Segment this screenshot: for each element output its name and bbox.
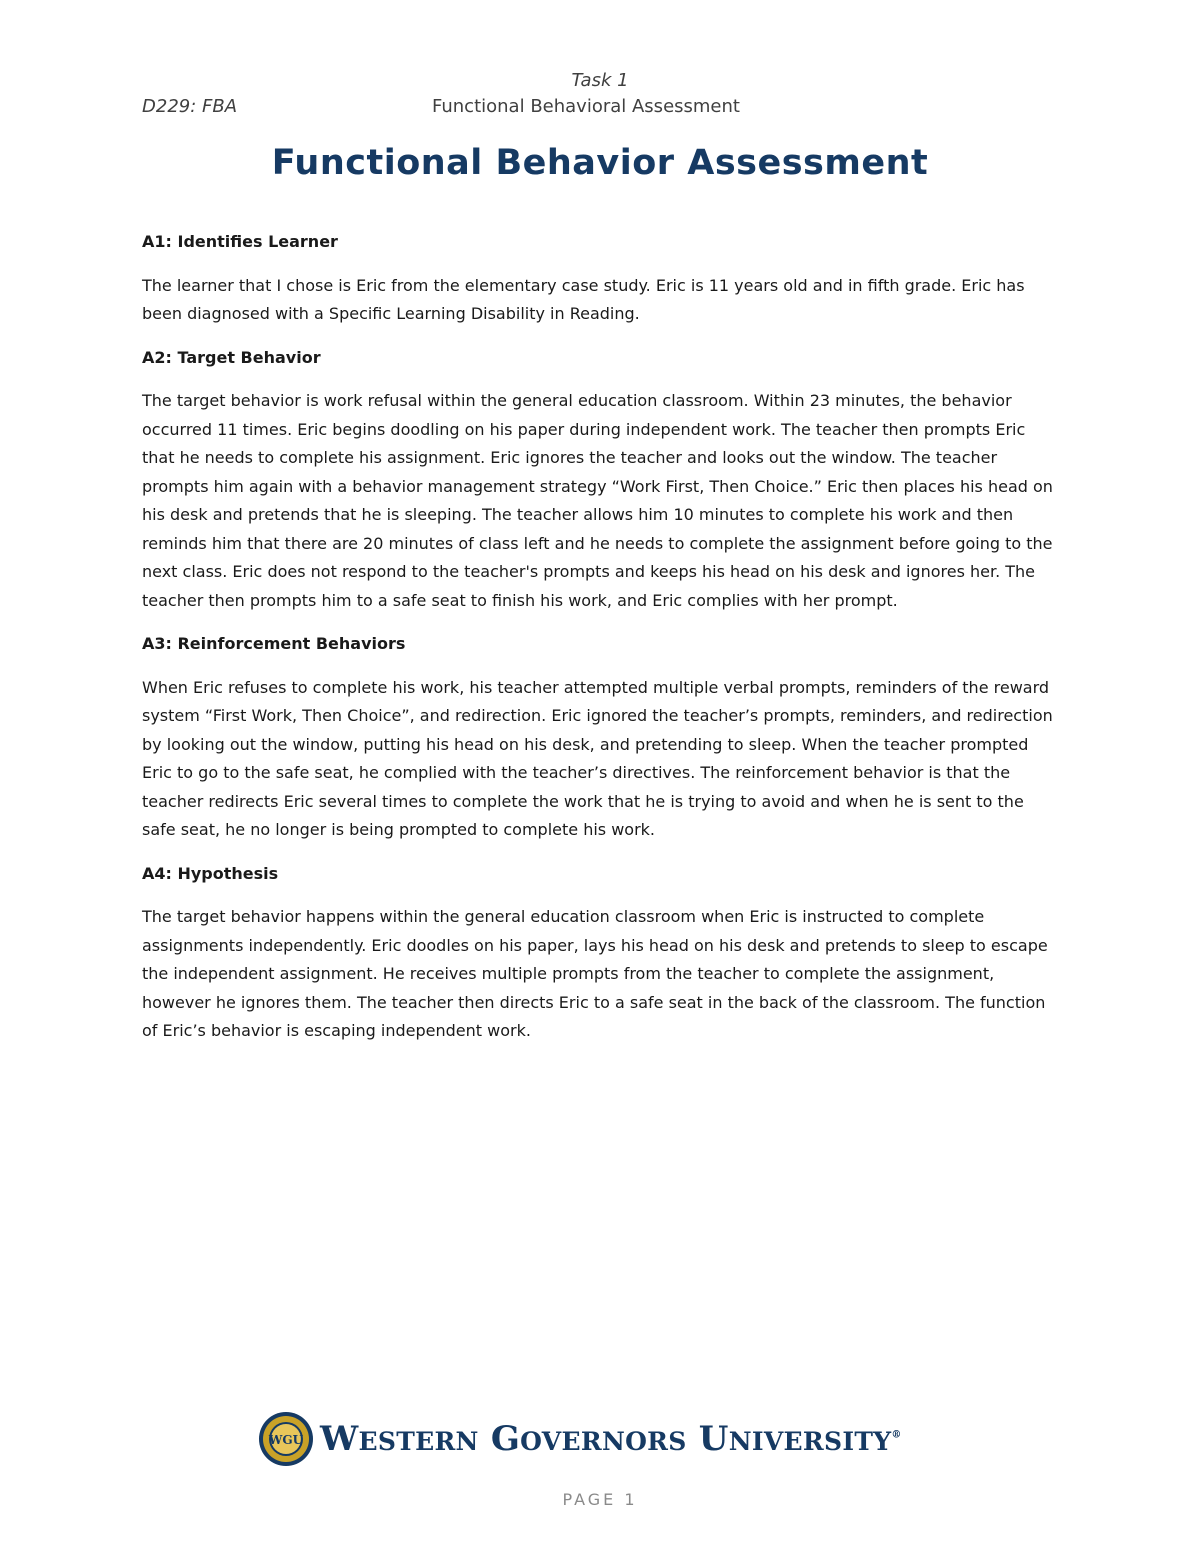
section-paragraph: When Eric refuses to complete his work, his teacher attempted multiple verbal prompts, reminders of the reward system “First Work, Then Choice”, and redirection. Eric ignored the teacher’s prompts, reminders, and redirection by looking out the window, putting his head on his desk, and pretending to sleep. When the teacher prompted Eric to go to the safe seat, he complied with the teacher’s directives. The reinforcement behavior is that the teacher redirects Eric several times to complete the work that he is trying to avoid and when he is sent to the safe seat, he no longer is being prompted to complete his work.: [142, 677, 1053, 839]
section-heading: A1: Identifies Learner: [142, 232, 338, 251]
logo-word-western: ESTERN: [358, 1427, 479, 1456]
university-name: [320, 1419, 902, 1459]
section-paragraph: The learner that I chose is Eric from the elementary case study. Eric is 11 years old and in fifth grade. Eric has been diagnosed with a Specific Learning Disability in Reading.: [142, 275, 1025, 323]
logo-initial-w: W: [320, 1419, 359, 1459]
header-task: Task 1: [571, 70, 629, 91]
section-a4: [142, 860, 1062, 1046]
header-course: D229: FBA: [142, 96, 238, 117]
page-number: PAGE 1: [562, 1490, 638, 1509]
wgu-logo: [258, 1411, 918, 1471]
logo-initial-g: G: [490, 1419, 521, 1459]
logo-word-governors: OVERNORS: [520, 1427, 687, 1456]
section-a3: [142, 630, 1062, 845]
section-heading: A4: Hypothesis: [142, 863, 279, 883]
section-paragraph: The target behavior is work refusal within the general education classroom. Within 23 minutes, the behavior occurred 11 times. Eric begins doodling on his paper during independent work. The teacher then prompts Eric that he needs to complete his assignment. Eric ignores the teacher and looks out the window. The teacher prompts him again with a behavior management strategy “Work First, Then Choice.” Eric then places his head on his desk and pretends that he is sleeping. The teacher allows him 10 minutes to complete his work and then reminds him that there are 20 minutes of class left and he needs to complete the assignment before going to the next class. Eric does not respond to the teacher's prompts and keeps his head on his desk and ignores her. The teacher then prompts him to a safe seat to finish his work, and Eric complies with her prompt.: [142, 391, 1053, 610]
document-title: Functional Behavior Assessment: [271, 143, 929, 183]
section-a1: [142, 228, 1062, 329]
registered-mark: ®: [891, 1429, 902, 1441]
section-heading: A2: Target Behavior: [142, 347, 321, 367]
logo-word-university: NIVERSITY: [728, 1427, 892, 1456]
header-subject: Functional Behavioral Assessment: [432, 96, 740, 117]
document-body: [142, 228, 1062, 1061]
section-a2: [142, 344, 1062, 616]
section-heading: A3: Reinforcement Behaviors: [142, 634, 406, 653]
logo-initial-u: U: [698, 1419, 729, 1459]
seal-text: WGU: [268, 1433, 304, 1447]
university-seal-icon: [258, 1411, 314, 1467]
page-header: [142, 96, 1062, 120]
section-paragraph: The target behavior happens within the general education classroom when Eric is instructed to complete assignments independently. Eric doodles on his paper, lays his head on his desk and pretends to sleep to escape the independent assignment. He receives multiple prompts from the teacher to complete the assignment, however he ignores them. The teacher then directs Eric to a safe seat in the back of the classroom. The function of Eric’s behavior is escaping independent work.: [142, 907, 1048, 1040]
